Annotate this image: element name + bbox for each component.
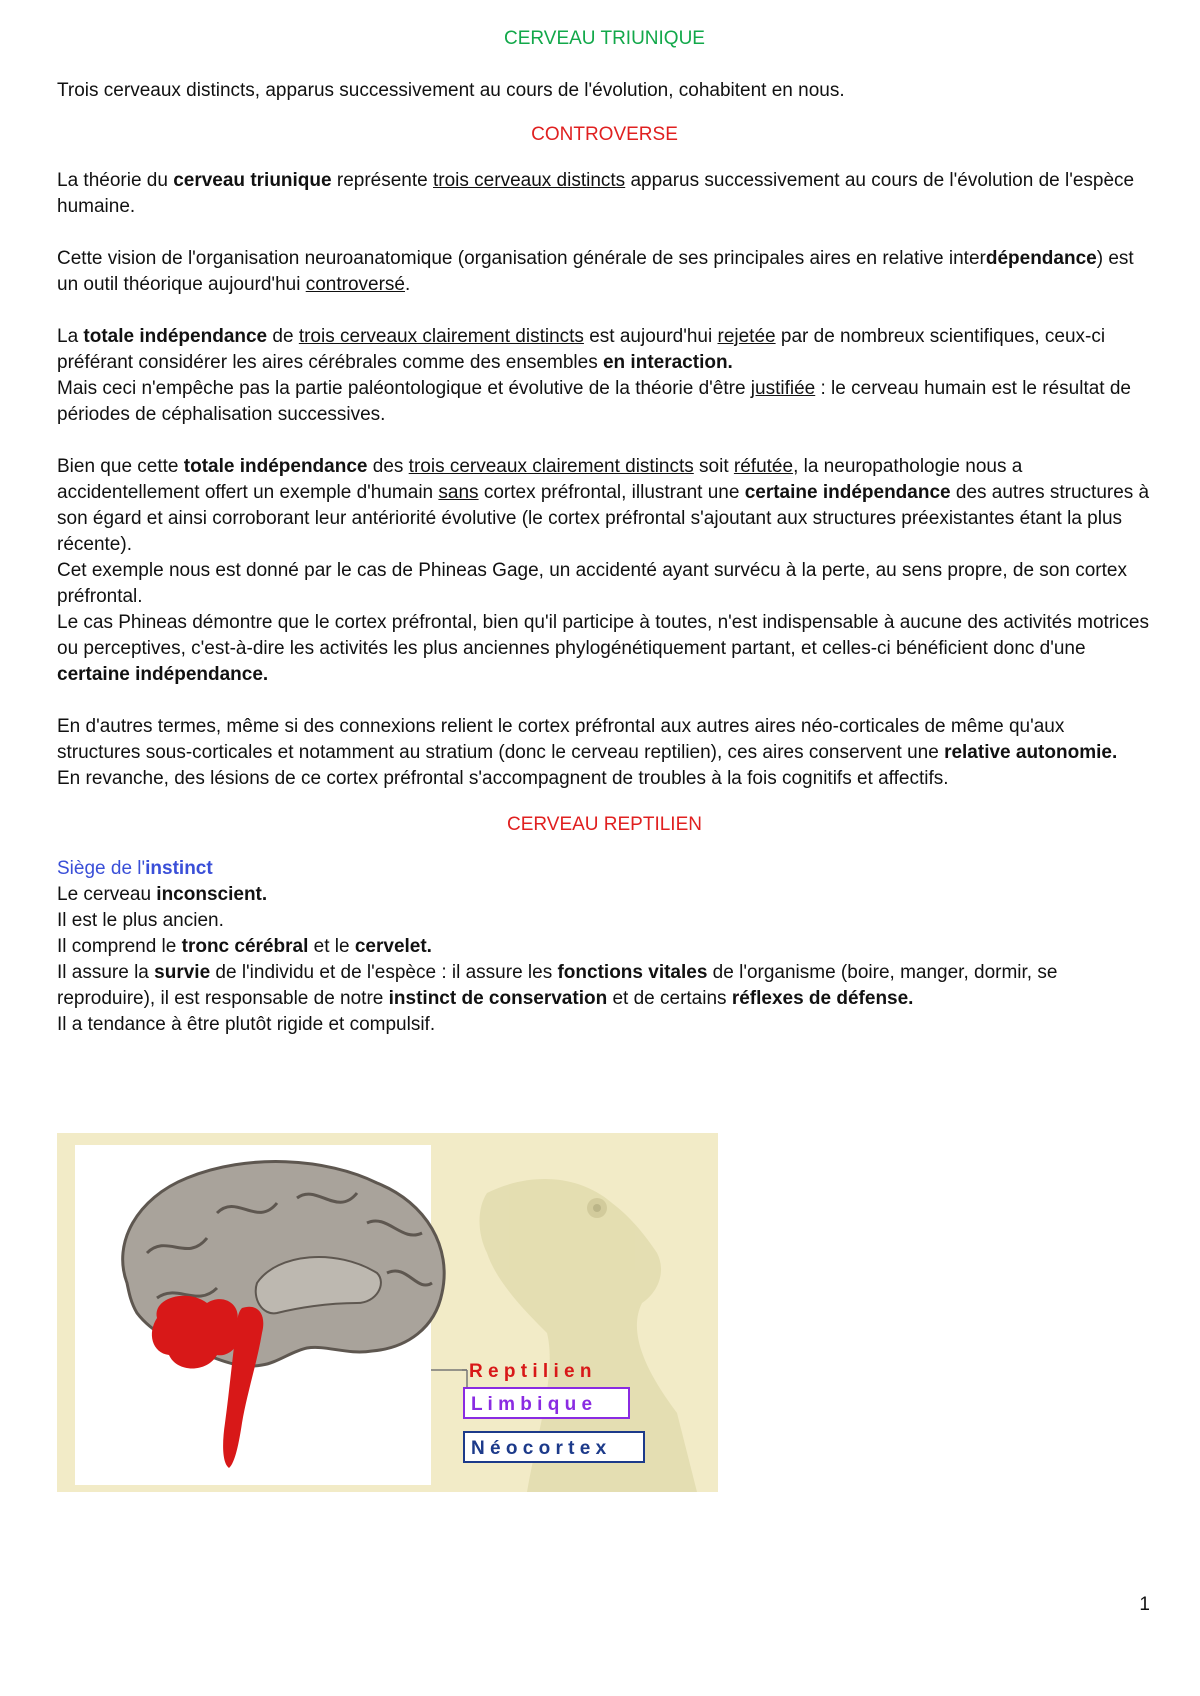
paragraph-3: La totale indépendance de trois cerveaux clairement distincts est aujourd'hui rejetée par de nombreux scientifiques, ceux-ci préférant considérer les aires cérébrales comme des ensembles en interaction.: [57, 326, 1106, 373]
page-number: 1: [1139, 1594, 1150, 1615]
label-limbique: [464, 1388, 629, 1418]
paragraph-8: En d'autres termes, même si des connexions relient le cortex préfrontal aux autres aires néo-corticales de même qu'aux structures sous-corticales et notamment au stratium (donc le cerveau reptilien), ces aires conservent une relative autonomie.: [57, 716, 1118, 763]
reptilien-line-3: Il comprend le tronc cérébral et le cervelet.: [57, 936, 432, 957]
reptilien-line-5: Il a tendance à être plutôt rigide et compulsif.: [57, 1014, 436, 1035]
label-reptilien: [469, 1361, 591, 1382]
document-page: [57, 26, 1152, 1038]
heading-controverse: CONTROVERSE: [531, 124, 678, 145]
heading-cerveau-triunique: CERVEAU TRIUNIQUE: [504, 28, 705, 49]
heading-cerveau-reptilien: CERVEAU REPTILIEN: [507, 814, 702, 835]
paragraph-6: Cet exemple nous est donné par le cas de Phineas Gage, un accidenté ayant survécu à la perte, au sens propre, de son cortex préfrontal.: [57, 560, 1127, 607]
label-reptilien-text: R e p t i l i e n: [469, 1361, 592, 1382]
paragraph-5: Bien que cette totale indépendance des trois cerveaux clairement distincts soit réfutée, la neuropathologie nous a accidentellement offert un exemple d'humain sans cortex préfrontal, illustrant une certaine indépendance des autres structures à son égard et ainsi corroborant leur antériorité évolutive (le cortex préfrontal s'ajoutant aux structures préexistantes étant la plus récente).: [57, 456, 1150, 555]
paragraph-4: Mais ceci n'empêche pas la partie paléontologique et évolutive de la théorie d'être justifiée : le cerveau humain est le résultat de périodes de céphalisation successives.: [57, 378, 1132, 425]
paragraph-7: Le cas Phineas démontre que le cortex préfrontal, bien qu'il participe à toutes, n'est indispensable à aucune des activités motrices ou perceptives, c'est-à-dire les activités les plus anciennes phylogénétiquement partant, et celles-ci bénéficient donc d'une certaine indépendance.: [57, 612, 1149, 685]
reptilien-line-1: Le cerveau inconscient.: [57, 884, 268, 905]
paragraph-2: Cette vision de l'organisation neuroanatomique (organisation générale de ses principales aires en relative interdépendance) est un outil théorique aujourd'hui controversé.: [57, 248, 1134, 295]
triune-brain-figure: [57, 1133, 718, 1492]
reptilien-line-4: Il assure la survie de l'individu et de l'espèce : il assure les fonctions vitales de l'organisme (boire, manger, dormir, se reproduire), il est responsable de notre instinct de conservation et de certains réflexes de défense.: [57, 962, 1058, 1009]
reptilien-line-2: Il est le plus ancien.: [57, 910, 224, 931]
siege-instinct-line: Siège de l'instinct: [57, 858, 213, 879]
label-neocortex-text: N é o c o r t e x: [471, 1438, 607, 1459]
intro-paragraph: Trois cerveaux distincts, apparus successivement au cours de l'évolution, cohabitent en nous.: [57, 80, 845, 101]
paragraph-1: La théorie du cerveau triunique représente trois cerveaux distincts apparus successivement au cours de l'évolution de l'espèce humaine.: [57, 170, 1135, 217]
paragraph-9: En revanche, des lésions de ce cortex préfrontal s'accompagnent de troubles à la fois cognitifs et affectifs.: [57, 768, 949, 789]
label-neocortex: [464, 1432, 644, 1462]
label-limbique-text: L i m b i q u e: [471, 1394, 593, 1415]
